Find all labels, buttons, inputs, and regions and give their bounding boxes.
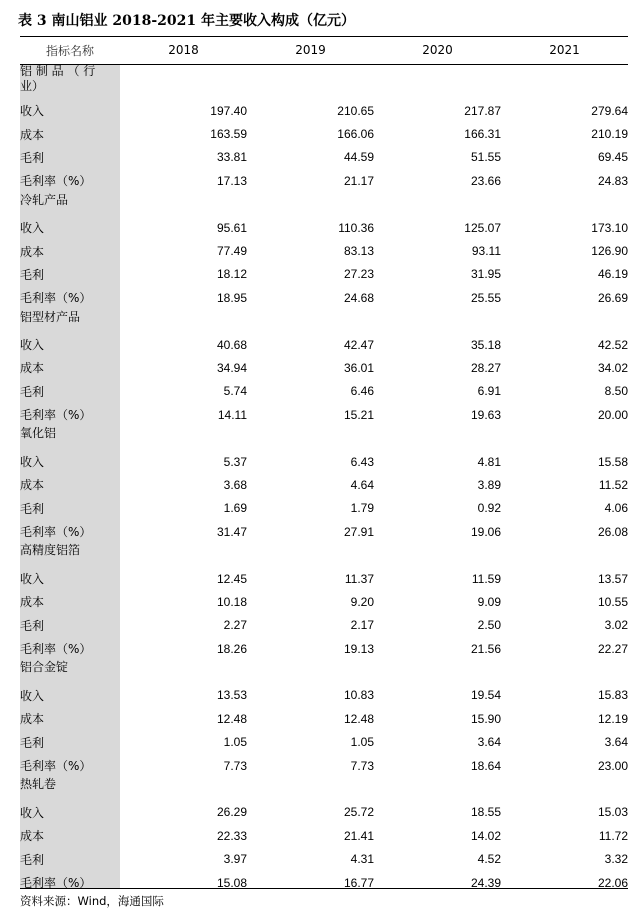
value-cell: 26.29 [216,805,247,820]
value-cell: 217.87 [464,103,501,118]
header-row [20,36,628,64]
table-row [20,239,628,262]
table-row [20,707,628,730]
value-cell: 1.69 [223,501,247,516]
value-cell: 12.19 [597,711,628,726]
table-row [20,497,628,520]
value-cell: 166.31 [464,127,501,142]
row-label: 毛利率（%） [20,876,92,891]
header-rule [20,64,628,65]
table-row [20,169,628,192]
value-cell: 7.73 [350,758,374,773]
value-cell: 2.17 [350,618,374,633]
value-cell: 35.18 [470,337,501,352]
value-cell: 125.07 [464,220,501,235]
empty-cell [247,426,374,449]
value-cell: 3.64 [604,735,628,750]
value-cell: 4.31 [350,852,374,867]
row-label: 成本 [20,478,45,493]
bottom-rule [20,888,628,889]
value-cell: 4.06 [604,501,628,516]
value-cell: 11.59 [471,571,501,586]
value-cell: 8.50 [604,384,628,399]
value-cell: 9.20 [350,594,374,609]
value-cell: 17.13 [216,173,247,188]
value-cell: 4.52 [477,852,501,867]
value-cell: 6.91 [477,384,501,399]
table-body [20,64,628,894]
table-row [20,286,628,309]
value-cell: 27.23 [343,267,374,282]
empty-cell [501,660,628,683]
header-indicator-name: 指标名称 [45,43,94,58]
row-label: 毛利率（%） [20,642,92,657]
row-label: 成本 [20,595,45,610]
value-cell: 42.52 [597,337,628,352]
value-cell: 15.58 [597,454,628,469]
value-cell: 20.00 [597,407,628,422]
value-cell: 18.64 [470,758,501,773]
empty-cell [120,660,247,683]
value-cell: 18.55 [470,805,501,820]
row-label: 收入 [20,688,45,703]
value-cell: 15.08 [216,875,247,890]
revenue-table [20,36,628,894]
value-cell: 25.72 [343,805,374,820]
value-cell: 77.49 [216,244,247,259]
row-label: 毛利率（%） [20,408,92,423]
value-cell: 279.64 [591,103,628,118]
row-label: 收入 [20,104,45,119]
empty-cell [247,543,374,566]
empty-cell [247,660,374,683]
empty-cell [501,64,628,99]
value-cell: 10.18 [216,594,247,609]
value-cell: 42.47 [343,337,374,352]
value-cell: 33.81 [216,150,247,165]
value-cell: 210.19 [591,127,628,142]
value-cell: 3.97 [223,852,247,867]
empty-cell [501,426,628,449]
value-cell: 5.74 [223,384,247,399]
value-cell: 19.54 [470,688,501,703]
row-label: 毛利 [20,735,45,750]
value-cell: 3.89 [477,477,501,492]
value-cell: 46.19 [597,267,628,282]
value-cell: 24.39 [470,875,501,890]
row-label: 收入 [20,805,45,820]
table-title: 表 3 南山铝业 2018-2021 年主要收入构成（亿元） [18,13,355,29]
value-cell: 19.06 [470,524,501,539]
empty-cell [120,777,247,800]
value-cell: 13.57 [597,571,628,586]
section-label: 高精度铝箔 [20,543,81,558]
value-cell: 3.64 [477,735,501,750]
header-year: 2020 [422,43,453,57]
empty-cell [120,543,247,566]
empty-cell [247,193,374,216]
row-label: 毛利率（%） [20,759,92,774]
section-label: 热轧卷 [20,777,57,792]
value-cell: 18.12 [216,267,247,282]
value-cell: 173.10 [591,220,628,235]
value-cell: 18.26 [216,641,247,656]
table-row [20,356,628,379]
row-label: 毛利率（%） [20,525,92,540]
table-row [20,333,628,356]
value-cell: 7.73 [223,758,247,773]
header-year: 2019 [295,43,326,57]
table-row [20,263,628,286]
value-cell: 18.95 [216,290,247,305]
empty-cell [374,193,501,216]
empty-cell [247,777,374,800]
empty-cell [120,64,247,99]
table-row [20,122,628,145]
empty-cell [374,64,501,99]
row-label: 成本 [20,244,45,259]
value-cell: 69.45 [597,150,628,165]
empty-cell [247,64,374,99]
value-cell: 95.61 [216,220,247,235]
empty-cell [374,310,501,333]
empty-cell [501,777,628,800]
table-row [20,731,628,754]
value-cell: 34.94 [216,360,247,375]
value-cell: 21.41 [343,828,374,843]
section-row [20,64,628,99]
row-label: 成本 [20,712,45,727]
row-label: 收入 [20,338,45,353]
section-label: 氧化铝 [20,426,57,441]
value-cell: 2.27 [223,618,247,633]
value-cell: 51.55 [470,150,501,165]
empty-cell [247,310,374,333]
value-cell: 31.47 [216,524,247,539]
value-cell: 16.77 [343,875,374,890]
row-label: 毛利 [20,150,45,165]
value-cell: 93.11 [471,244,501,259]
value-cell: 12.48 [216,711,247,726]
row-label: 毛利率（%） [20,291,92,306]
header-year: 2018 [168,43,199,57]
value-cell: 10.83 [343,688,374,703]
value-cell: 14.02 [470,828,501,843]
empty-cell [120,193,247,216]
empty-cell [120,310,247,333]
row-label: 毛利 [20,267,45,282]
value-cell: 31.95 [470,267,501,282]
empty-cell [374,660,501,683]
empty-cell [374,777,501,800]
row-label: 成本 [20,127,45,142]
value-cell: 1.05 [223,735,247,750]
value-cell: 40.68 [216,337,247,352]
value-cell: 25.55 [470,290,501,305]
table-row [20,403,628,426]
section-row [20,543,628,566]
table-row [20,801,628,824]
section-label: 铝合金锭 [20,660,69,675]
section-row [20,777,628,800]
value-cell: 26.69 [597,290,628,305]
value-cell: 36.01 [343,360,374,375]
value-cell: 23.00 [597,758,628,773]
table-row [20,871,628,894]
value-cell: 22.06 [597,875,628,890]
empty-cell [374,426,501,449]
table-row [20,99,628,122]
value-cell: 21.56 [470,641,501,656]
value-cell: 15.21 [343,407,374,422]
table-row [20,637,628,660]
table-row [20,450,628,473]
row-label: 毛利 [20,618,45,633]
section-label: 冷轧产品 [20,192,69,207]
empty-cell [501,310,628,333]
value-cell: 19.63 [470,407,501,422]
value-cell: 0.92 [477,501,501,516]
empty-cell [374,543,501,566]
value-cell: 26.08 [597,524,628,539]
value-cell: 2.50 [477,618,501,633]
value-cell: 27.91 [343,524,374,539]
section-label: 铝 制 品 （ 行 业） [20,64,96,93]
row-label: 收入 [20,455,45,470]
value-cell: 166.06 [337,127,374,142]
section-row [20,426,628,449]
value-cell: 10.55 [597,594,628,609]
value-cell: 3.68 [223,477,247,492]
empty-cell [501,543,628,566]
section-label: 铝型材产品 [20,309,81,324]
value-cell: 3.02 [604,618,628,633]
table-row [20,146,628,169]
row-label: 成本 [20,361,45,376]
section-row [20,310,628,333]
value-cell: 44.59 [343,150,374,165]
value-cell: 163.59 [210,127,247,142]
value-cell: 28.27 [470,360,501,375]
table-row [20,216,628,239]
value-cell: 23.66 [470,173,501,188]
table-row [20,614,628,637]
value-cell: 210.65 [337,103,374,118]
value-cell: 12.45 [216,571,247,586]
value-cell: 9.09 [477,594,501,609]
table-row [20,684,628,707]
value-cell: 24.83 [597,173,628,188]
row-label: 毛利 [20,501,45,516]
table-row [20,754,628,777]
value-cell: 34.02 [597,360,628,375]
value-cell: 1.05 [350,735,374,750]
source-note: 资料来源：Wind，海通国际 [20,894,164,908]
section-row [20,193,628,216]
value-cell: 126.90 [591,244,628,259]
table-row [20,590,628,613]
value-cell: 15.90 [470,711,501,726]
row-label: 收入 [20,572,45,586]
value-cell: 13.53 [216,688,247,703]
value-cell: 4.64 [350,477,374,492]
row-label: 成本 [20,829,45,844]
table-row [20,567,628,590]
value-cell: 6.46 [350,384,374,399]
value-cell: 22.33 [216,828,247,843]
value-cell: 21.17 [343,173,374,188]
row-label: 毛利 [20,384,45,399]
row-label: 收入 [20,221,45,236]
value-cell: 1.79 [350,501,374,516]
row-label: 毛利 [20,852,45,867]
value-cell: 3.32 [604,852,628,867]
empty-cell [120,426,247,449]
value-cell: 11.37 [344,571,374,586]
table-row [20,473,628,496]
value-cell: 14.11 [217,407,247,422]
table-row [20,520,628,543]
value-cell: 4.81 [477,454,501,469]
value-cell: 15.03 [597,805,628,820]
value-cell: 24.68 [343,290,374,305]
value-cell: 110.36 [338,220,374,235]
table-row [20,824,628,847]
section-row [20,660,628,683]
value-cell: 12.48 [343,711,374,726]
value-cell: 15.83 [597,688,628,703]
table-row [20,380,628,403]
header-year: 2021 [549,43,580,57]
value-cell: 11.72 [598,828,628,843]
empty-cell [501,193,628,216]
value-cell: 83.13 [343,244,374,259]
table-row [20,848,628,871]
row-label: 毛利率（%） [20,174,92,189]
value-cell: 19.13 [343,641,374,656]
value-cell: 11.52 [598,477,628,492]
value-cell: 197.40 [210,103,247,118]
value-cell: 22.27 [597,641,628,656]
value-cell: 6.43 [350,454,374,469]
value-cell: 5.37 [223,454,247,469]
